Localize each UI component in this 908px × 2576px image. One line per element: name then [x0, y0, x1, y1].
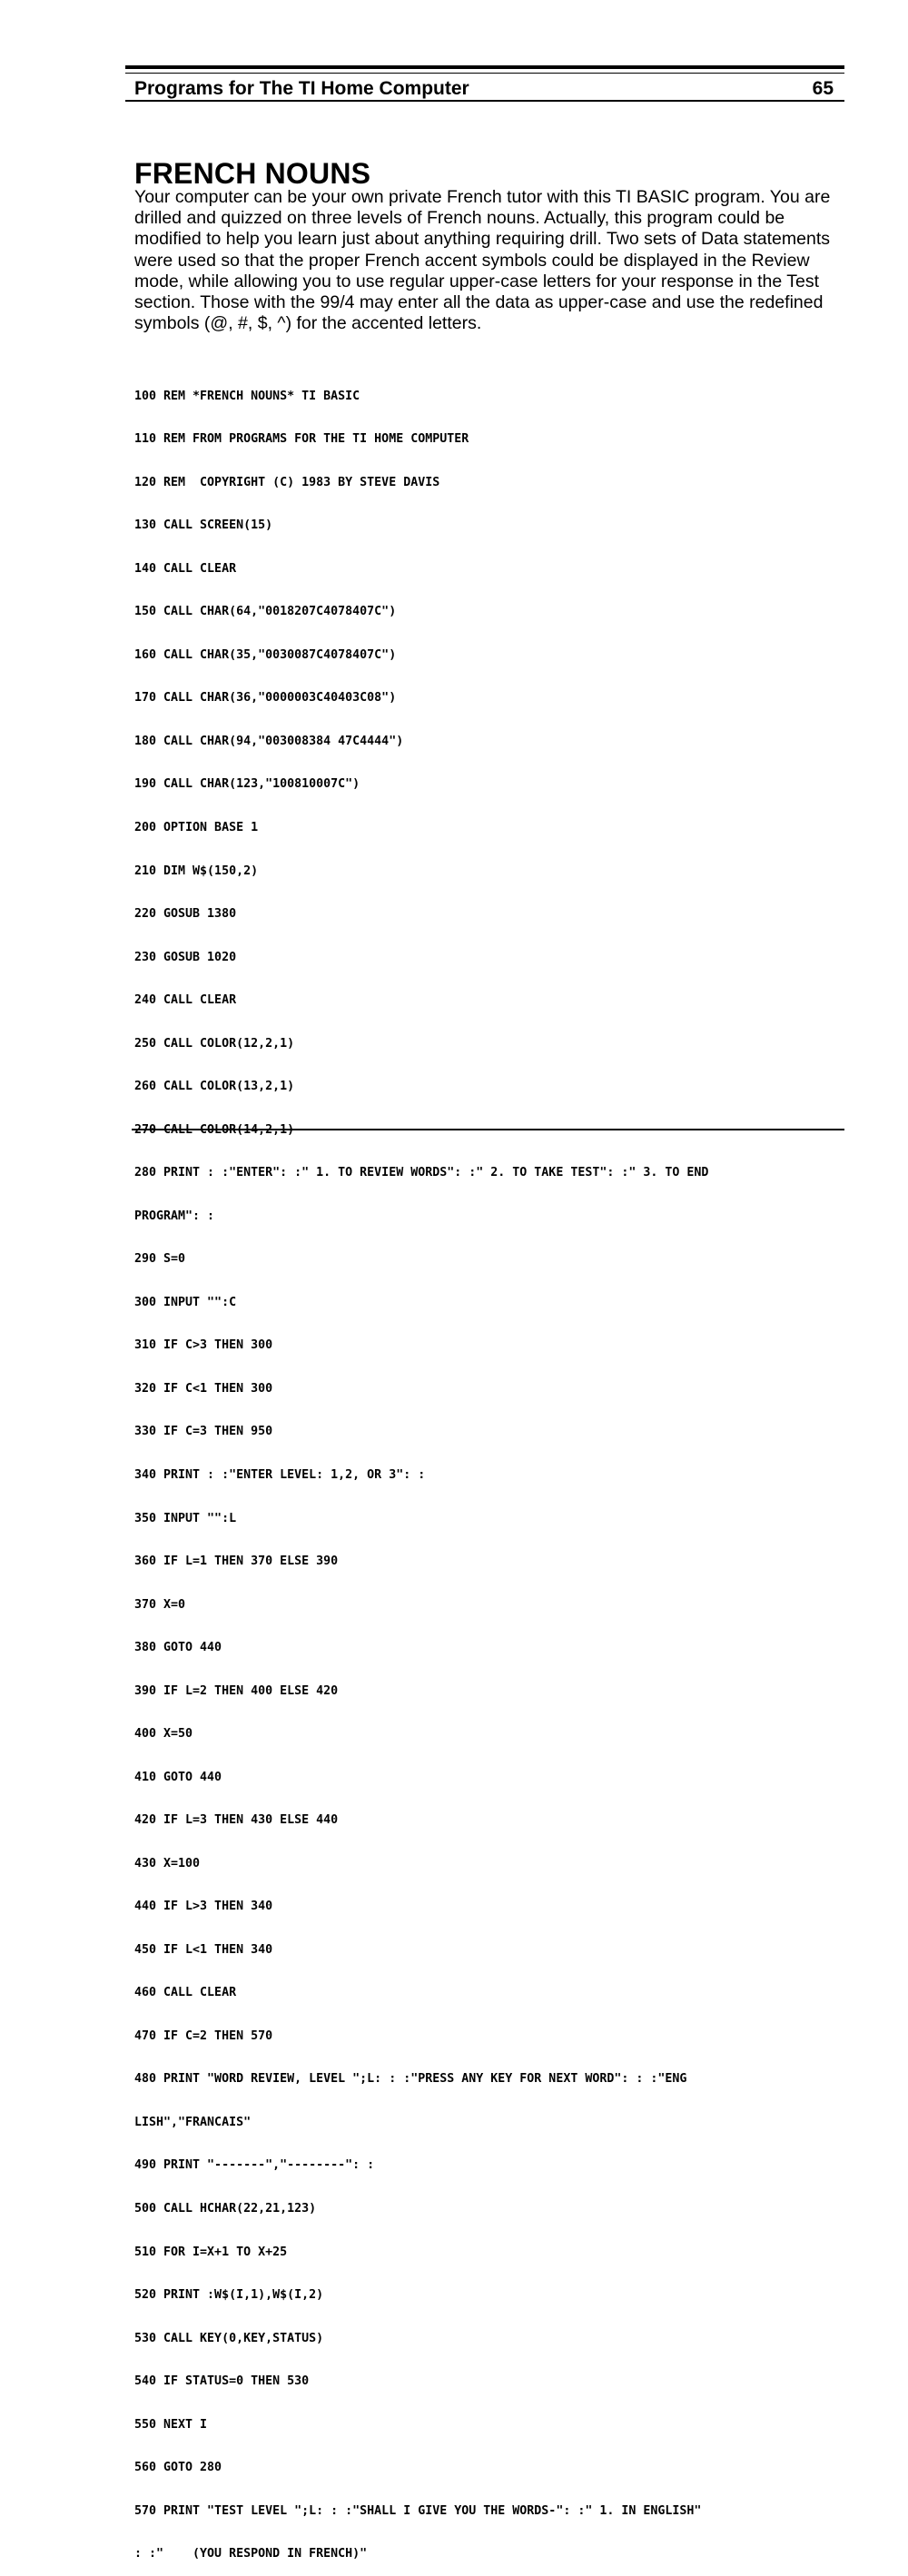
- code-line: 350 INPUT "":L: [134, 1511, 237, 1525]
- code-line: 430 X=100: [134, 1856, 201, 1870]
- code-line: 240 CALL CLEAR: [134, 993, 237, 1008]
- header-top-rule-thick: [125, 65, 844, 69]
- running-title: Programs for The TI Home Computer: [134, 78, 469, 99]
- code-line: 360 IF L=1 THEN 370 ELSE 390: [134, 1554, 339, 1569]
- code-line: 460 CALL CLEAR: [134, 1986, 237, 2000]
- code-line: 470 IF C=2 THEN 570: [134, 2028, 273, 2043]
- intro-text: Your computer can be your own private French tutor with this TI BASIC program. You are drilled and quizzed on three levels of French nouns. Actually, this program could be modified to help you learn just about anything requiring drill. Two sets of Data statements were used so that the proper French accent symbols could be displayed in the Review mode, while allowing you to use regular upper-case letters for your response in the Test section. Those with the 99/4 may enter all the data as upper-case and use the redefined symbols (@, #, $, ^) for the accented letters.: [134, 187, 831, 334]
- code-line: 520 PRINT :W$(I,1),W$(I,2): [134, 2288, 324, 2303]
- code-line: 300 INPUT "":C: [134, 1295, 237, 1309]
- code-line: 500 CALL HCHAR(22,21,123): [134, 2202, 317, 2216]
- code-line: 370 X=0: [134, 1597, 186, 1612]
- code-line: 410 GOTO 440: [134, 1770, 222, 1784]
- page-number: 65: [812, 78, 834, 99]
- code-line: 310 IF C>3 THEN 300: [134, 1338, 273, 1353]
- code-line: 220 GOSUB 1380: [134, 907, 237, 922]
- code-line: 420 IF L=3 THEN 430 ELSE 440: [134, 1813, 339, 1828]
- code-line: 540 IF STATUS=0 THEN 530: [134, 2374, 310, 2389]
- code-line: 340 PRINT : :"ENTER LEVEL: 1,2, OR 3": :: [134, 1467, 426, 1482]
- code-line: 250 CALL COLOR(12,2,1): [134, 1036, 295, 1051]
- code-line: 100 REM *FRENCH NOUNS* TI BASIC: [134, 389, 360, 403]
- code-line: 330 IF C=3 THEN 950: [134, 1425, 273, 1439]
- code-line: 440 IF L>3 THEN 340: [134, 1900, 273, 1914]
- code-line: 320 IF C<1 THEN 300: [134, 1381, 273, 1396]
- header-underline: [125, 100, 844, 102]
- code-line: 400 X=50: [134, 1727, 193, 1742]
- code-line: 200 OPTION BASE 1: [134, 821, 259, 834]
- code-line: PROGRAM": :: [134, 1209, 215, 1223]
- section-title: FRENCH NOUNS: [134, 157, 371, 191]
- code-line: 570 PRINT "TEST LEVEL ";L: : :"SHALL I GIVE YOU THE WORDS-": :" 1. IN ENGLISH": [134, 2503, 702, 2518]
- footer-rule: [132, 1129, 844, 1130]
- code-line: 290 S=0: [134, 1252, 186, 1267]
- code-line: 450 IF L<1 THEN 340: [134, 1942, 273, 1957]
- code-line: 160 CALL CHAR(35,"0030087C4078407C"): [134, 647, 397, 662]
- code-line: 260 CALL COLOR(13,2,1): [134, 1080, 295, 1094]
- code-line: 560 GOTO 280: [134, 2461, 222, 2475]
- code-line: : :" (YOU RESPOND IN FRENCH)": [134, 2547, 368, 2561]
- code-line: 530 CALL KEY(0,KEY,STATUS): [134, 2331, 324, 2345]
- code-line: 380 GOTO 440: [134, 1641, 222, 1655]
- code-line: 550 NEXT I: [134, 2417, 208, 2432]
- code-line: 230 GOSUB 1020: [134, 950, 237, 964]
- code-line: 180 CALL CHAR(94,"003008384 47C4444"): [134, 734, 404, 748]
- code-line: 280 PRINT : :"ENTER": :" 1. TO REVIEW WORDS": :" 2. TO TAKE TEST": :" 3. TO END: [134, 1166, 709, 1180]
- header-top-rule-thin: [125, 73, 844, 74]
- code-line: 110 REM FROM PROGRAMS FOR THE TI HOME COMPUTER: [134, 432, 469, 447]
- code-line: 130 CALL SCREEN(15): [134, 518, 273, 533]
- code-line: 390 IF L=2 THEN 400 ELSE 420: [134, 1683, 339, 1698]
- code-line: 210 DIM W$(150,2): [134, 864, 259, 878]
- program-listing: [134, 360, 843, 2576]
- code-line: 190 CALL CHAR(123,"100810007C"): [134, 777, 360, 792]
- code-line: LISH","FRANCAIS": [134, 2115, 252, 2129]
- code-line: 490 PRINT "-------","--------": :: [134, 2158, 375, 2173]
- code-line: 120 REM COPYRIGHT (C) 1983 BY STEVE DAVIS: [134, 475, 440, 489]
- code-line: 480 PRINT "WORD REVIEW, LEVEL ";L: : :"PRESS ANY KEY FOR NEXT WORD": : :"ENG: [134, 2072, 687, 2087]
- code-line: 510 FOR I=X+1 TO X+25: [134, 2245, 288, 2259]
- code-line: 150 CALL CHAR(64,"0018207C4078407C"): [134, 605, 397, 619]
- intro-paragraph: [134, 187, 843, 334]
- code-line: 140 CALL CLEAR: [134, 561, 237, 576]
- running-header: [134, 76, 834, 102]
- code-line: 170 CALL CHAR(36,"0000003C40403C08"): [134, 691, 397, 706]
